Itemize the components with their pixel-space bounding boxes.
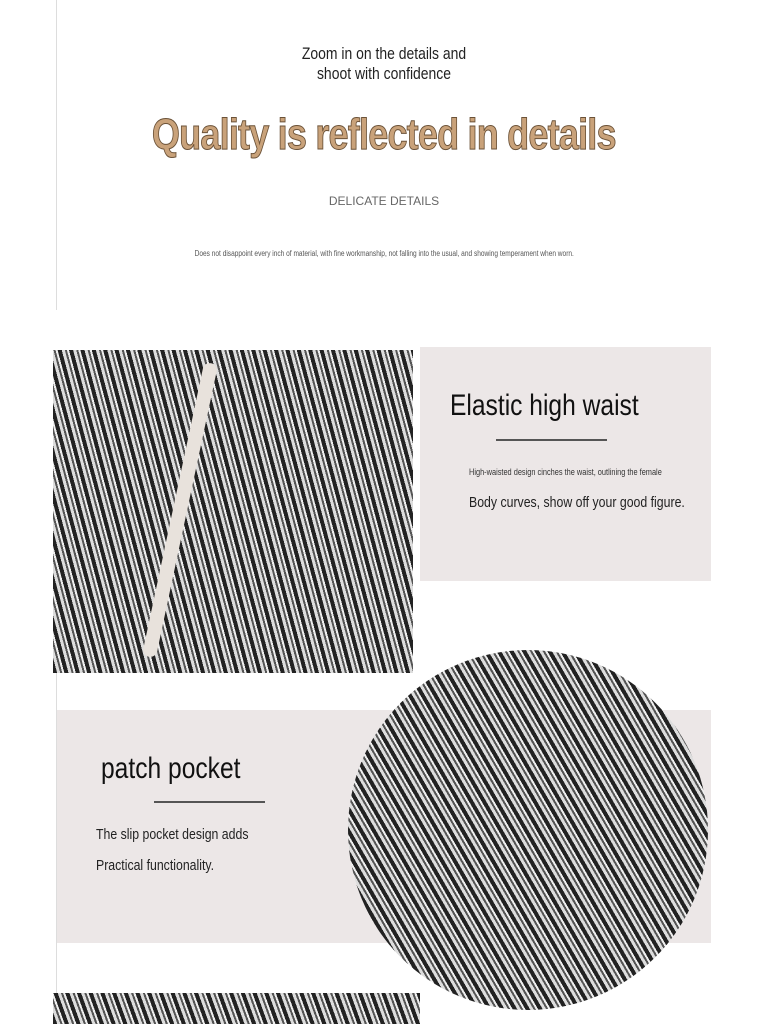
title-underline — [496, 439, 607, 441]
title-underline — [154, 801, 265, 803]
feature-title: patch pocket — [101, 752, 241, 785]
feature-text: High-waisted design cinches the waist, outlining the female — [469, 467, 662, 477]
next-detail-image — [53, 993, 420, 1024]
feature-title: Elastic high waist — [450, 389, 639, 422]
subtitle: Zoom in on the details and shoot with confidence — [301, 44, 467, 83]
feature-panel-waist — [420, 347, 711, 581]
description: Does not disappoint every inch of material, with fine workmanship, not falling into the usual, and showing temperament when worn. — [194, 249, 574, 258]
feature-text: Body curves, show off your good figure. — [469, 494, 685, 511]
waist-detail-image — [53, 310, 420, 673]
feature-text: The slip pocket design adds — [96, 826, 249, 843]
feature-text: Practical functionality. — [96, 857, 215, 874]
page-title: Quality is reflected in details — [152, 110, 616, 159]
pocket-detail-image — [348, 650, 708, 1010]
section-label: DELICATE DETAILS — [328, 194, 440, 208]
